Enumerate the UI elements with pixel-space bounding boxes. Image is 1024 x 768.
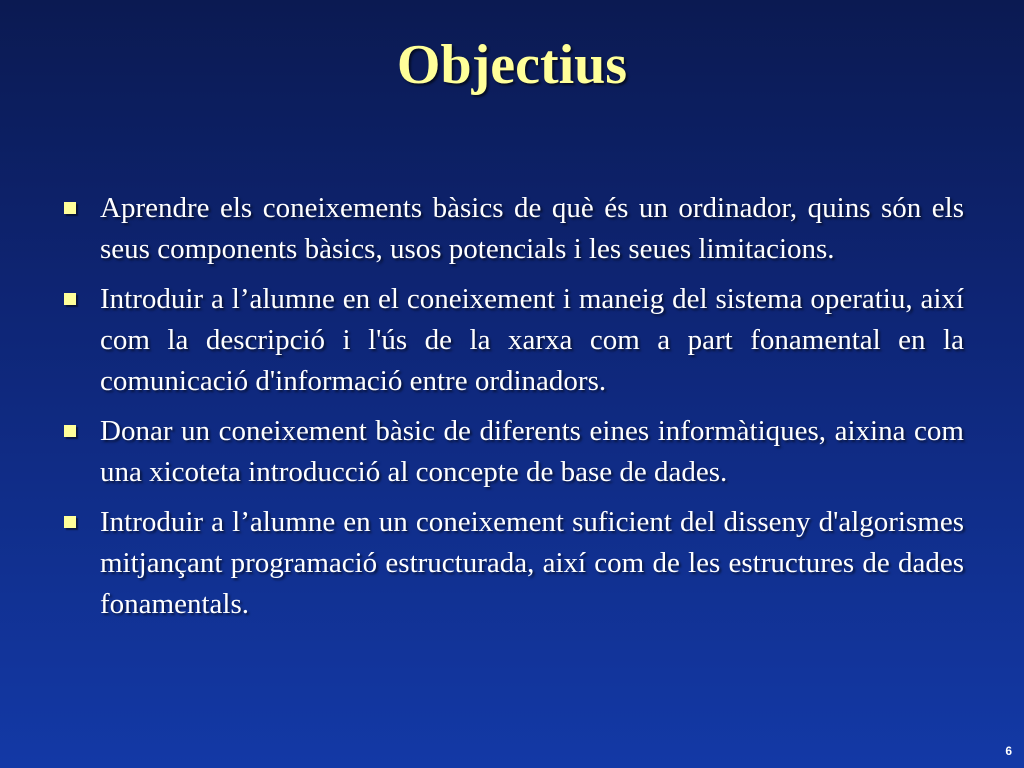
slide-title: Objectius	[396, 34, 628, 96]
bullet-text: Introduir a l’alumne en el coneixement i maneig del sistema operatiu, així com la descripció i l'ús de la xarxa com a part fonamental en la comunicació d'informació entre ordinadors.	[100, 283, 964, 397]
bullet-list	[60, 188, 964, 634]
bullet-text: Introduir a l’alumne en un coneixement suficient del disseny d'algorismes mitjançant programació estructurada, així com de les estructures de dades fonamentals.	[100, 506, 964, 620]
bullet-item	[60, 411, 964, 493]
square-bullet-icon	[64, 425, 76, 437]
page-number: 6	[1005, 744, 1012, 758]
bullet-item	[60, 188, 964, 270]
square-bullet-icon	[64, 516, 76, 528]
bullet-item	[60, 502, 964, 625]
bullet-text: Donar un coneixement bàsic de diferents eines informàtiques, aixina com una xicoteta introducció al concepte de base de dades.	[100, 415, 964, 488]
bullet-item	[60, 279, 964, 402]
square-bullet-icon	[64, 293, 76, 305]
square-bullet-icon	[64, 202, 76, 214]
bullet-text: Aprendre els coneixements bàsics de què és un ordinador, quins són els seus components bàsics, usos potencials i les seues limitacions.	[100, 192, 964, 265]
